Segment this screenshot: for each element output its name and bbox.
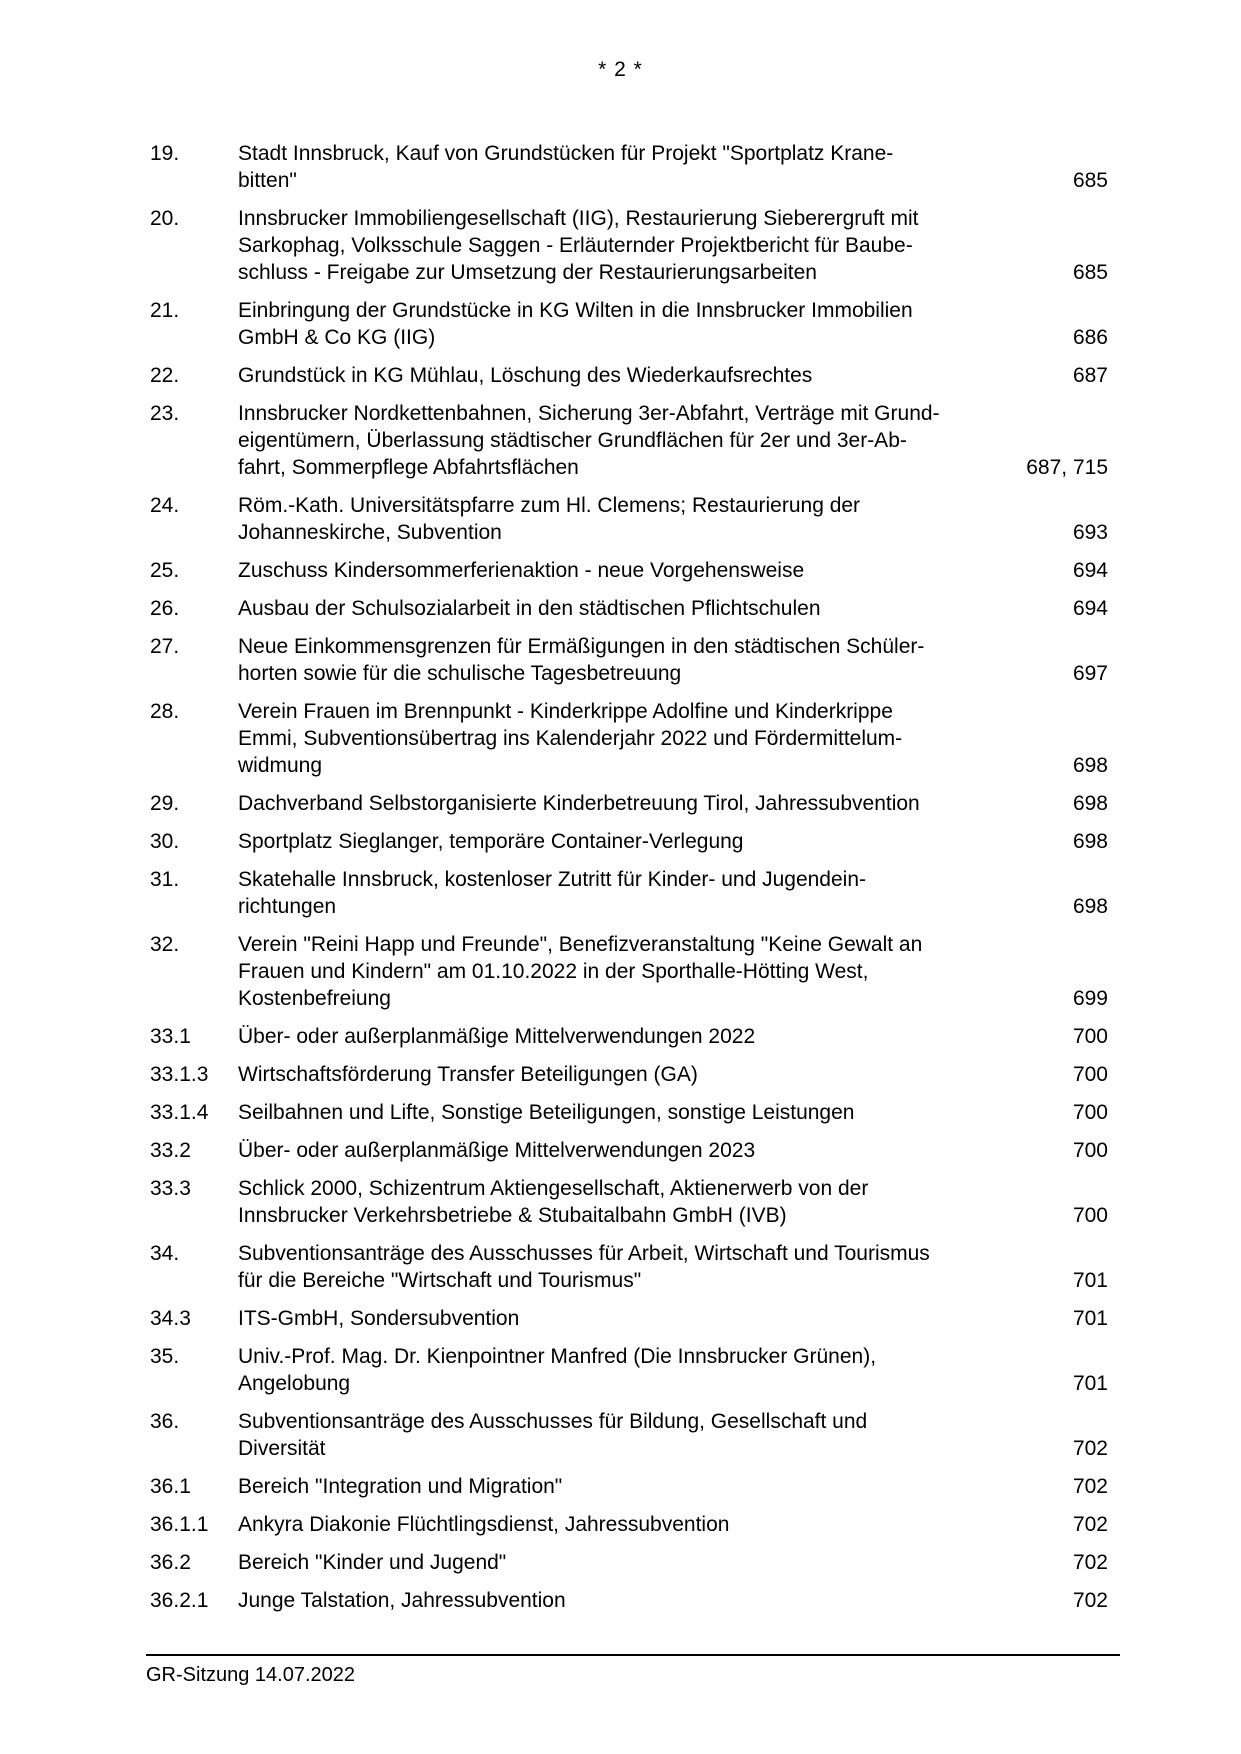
toc-entry-number: 22. [150,364,180,387]
toc-entry-title [238,1175,996,1229]
toc-entry [150,140,1108,194]
toc-entry-title-line: Verein "Reini Happ und Freunde", Benefizveranstaltung "Keine Gewalt an [238,933,923,956]
toc-entry-title-line: Zuschuss Kindersommerferienaktion - neue Vorgehensweise [238,559,805,582]
toc-entry-title-line: Über- oder außerplanmäßige Mittelverwendungen 2023 [238,1139,756,1162]
toc-entry [150,1175,1108,1229]
toc-entry-number: 36.1.1 [150,1513,209,1536]
toc-entry-number: 34. [150,1242,180,1265]
footer-session-label: GR-Sitzung 14.07.2022 [146,1664,356,1686]
toc-entry-page: 701 [1072,1307,1108,1330]
toc-entry-page: 702 [1072,1475,1108,1498]
toc-entry [150,1023,1108,1050]
toc-entry-page: 698 [1072,754,1108,777]
toc-entry-page: 702 [1072,1551,1108,1574]
toc-entry [150,1343,1108,1397]
toc-entry-page: 694 [1072,559,1108,582]
toc-entry [150,595,1108,622]
toc-entry-title-line: Seilbahnen und Lifte, Sonstige Beteiligungen, sonstige Leistungen [238,1101,855,1124]
toc-entry-title-line: Röm.-Kath. Universitätspfarre zum Hl. Clemens; Restaurierung der [238,494,861,517]
toc-entry-title [238,1511,996,1538]
toc-entry-title [238,362,996,389]
toc-entry-number: 30. [150,830,180,853]
toc-entry-page: 687, 715 [1026,456,1108,479]
toc-entry [150,1137,1108,1164]
toc-entry-title [238,1305,996,1332]
toc-entry-title-line: Innsbrucker Verkehrsbetriebe & Stubaitalbahn GmbH (IVB) [238,1204,787,1227]
toc-entry [150,1305,1108,1332]
toc-entry-title-line: Verein Frauen im Brennpunkt - Kinderkrippe Adolfine und Kinderkrippe [238,700,893,723]
toc-entry [150,1408,1108,1462]
toc-entry-title-line: für die Bereiche "Wirtschaft und Tourismus" [238,1269,642,1292]
toc-entry-number: 36.1 [150,1475,191,1498]
toc-entry-title [238,595,996,622]
toc-entry-number: 31. [150,868,180,891]
toc-entry-page: 701 [1072,1269,1108,1292]
toc-entry-title-line: eigentümern, Überlassung städtischer Grundflächen für 2er und 3er-Ab- [238,429,907,452]
toc-entry-title-line: Kostenbefreiung [238,987,391,1010]
toc-entry-number: 36.2 [150,1551,191,1574]
toc-entry [150,633,1108,687]
toc-entry-title [238,557,996,584]
toc-entry-title-line: Ausbau der Schulsozialarbeit in den städtischen Pflichtschulen [238,597,821,620]
toc-entry-title [238,1023,996,1050]
toc-entry-number: 21. [150,299,180,322]
toc-entry-title [238,790,996,817]
toc-entry-title-line: Sarkophag, Volksschule Saggen - Erläuternder Projektbericht für Baube- [238,234,913,257]
toc-entry [150,828,1108,855]
toc-entry-page: 700 [1072,1025,1108,1048]
toc-entry-title-line: Über- oder außerplanmäßige Mittelverwendungen 2022 [238,1025,756,1048]
toc-entry-title-line: richtungen [238,895,337,918]
toc-entry-title-line: Innsbrucker Immobiliengesellschaft (IIG), Restaurierung Sieberergruft mit [238,207,919,230]
toc-entry-title [238,866,996,920]
toc-entry-page: 686 [1072,326,1108,349]
toc-entry-number: 34.3 [150,1307,191,1330]
toc-entry [150,790,1108,817]
toc-entry-number: 29. [150,792,180,815]
toc-entry-title [238,1061,996,1088]
toc-entry-title [238,492,996,546]
toc-entry-title-line: Bereich "Kinder und Jugend" [238,1551,507,1574]
toc-entry-number: 27. [150,635,180,658]
toc-entry-title-line: Schlick 2000, Schizentrum Aktiengesellschaft, Aktienerwerb von der [238,1177,869,1200]
toc-entry [150,1587,1108,1614]
toc-entry-title [238,1408,996,1462]
toc-entry-title [238,1549,996,1576]
toc-entry-number: 28. [150,700,180,723]
toc-entry-title-line: Skatehalle Innsbruck, kostenloser Zutritt für Kinder- und Jugendein- [238,868,867,891]
toc-entry-page: 698 [1072,895,1108,918]
toc-entry-number: 19. [150,142,180,165]
toc-entry-page: 702 [1072,1513,1108,1536]
toc-entry-title [238,400,996,481]
toc-entry [150,557,1108,584]
toc-entry [150,1549,1108,1576]
toc-entry [150,931,1108,1012]
toc-entry-title-line: Diversität [238,1437,326,1460]
toc-entry-number: 33.1 [150,1025,191,1048]
toc-entry-page: 698 [1072,792,1108,815]
toc-entry-title [238,1137,996,1164]
toc-entry-number: 36. [150,1410,180,1433]
toc-entry-title [238,698,996,779]
toc-entry-title [238,1587,996,1614]
toc-entry-title-line: Subventionsanträge des Ausschusses für Arbeit, Wirtschaft und Tourismus [238,1242,930,1265]
toc-entry-title [238,931,996,1012]
toc-entry-title-line: schluss - Freigabe zur Umsetzung der Restaurierungsarbeiten [238,261,817,284]
toc-entry-title-line: Dachverband Selbstorganisierte Kinderbetreuung Tirol, Jahressubvention [238,792,920,815]
toc-entry-number: 24. [150,494,180,517]
toc-entry-title-line: fahrt, Sommerpflege Abfahrtsflächen [238,456,579,479]
toc-entry-page: 687 [1072,364,1108,387]
toc-entry-page: 685 [1072,261,1108,284]
toc-entry-number: 35. [150,1345,180,1368]
toc-entry-page: 699 [1072,987,1108,1010]
toc-entry-title-line: horten sowie für die schulische Tagesbetreuung [238,662,682,685]
toc-entry-title-line: Junge Talstation, Jahressubvention [238,1589,566,1612]
toc-entry [150,1240,1108,1294]
toc-entry-page: 693 [1072,521,1108,544]
toc-entry-title [238,297,996,351]
toc-entry-title-line: Sportplatz Sieglanger, temporäre Container-Verlegung [238,830,744,853]
toc-entry-title-line: GmbH & Co KG (IIG) [238,326,436,349]
toc-entry-title-line: Bereich "Integration und Migration" [238,1475,563,1498]
toc-entry [150,1099,1108,1126]
toc-entry-title-line: Subventionsanträge des Ausschusses für Bildung, Gesellschaft und [238,1410,868,1433]
toc-entry-title [238,1240,996,1294]
toc-entry-title [238,633,996,687]
toc-entry-number: 33.1.3 [150,1063,209,1086]
toc-entry-page: 700 [1072,1063,1108,1086]
toc-list [150,140,1108,1625]
toc-entry-number: 33.1.4 [150,1101,209,1124]
toc-entry-number: 26. [150,597,180,620]
toc-entry [150,362,1108,389]
toc-entry-title-line: Frauen und Kindern" am 01.10.2022 in der Sporthalle-Hötting West, [238,960,869,983]
toc-entry-number: 33.2 [150,1139,191,1162]
toc-entry-title [238,1099,996,1126]
toc-entry-number: 25. [150,559,180,582]
toc-entry-title-line: Einbringung der Grundstücke in KG Wilten in die Innsbrucker Immobilien [238,299,913,322]
toc-entry-title [238,1473,996,1500]
toc-entry-title-line: Ankyra Diakonie Flüchtlingsdienst, Jahressubvention [238,1513,730,1536]
toc-entry [150,1061,1108,1088]
toc-entry [150,205,1108,286]
toc-entry [150,492,1108,546]
toc-entry [150,866,1108,920]
toc-entry-title-line: Stadt Innsbruck, Kauf von Grundstücken für Projekt "Sportplatz Krane- [238,142,894,165]
toc-entry-title-line: Innsbrucker Nordkettenbahnen, Sicherung 3er-Abfahrt, Verträge mit Grund- [238,402,940,425]
toc-entry-number: 36.2.1 [150,1589,209,1612]
toc-entry [150,297,1108,351]
toc-entry [150,1511,1108,1538]
toc-entry-page: 701 [1072,1372,1108,1395]
toc-entry-title-line: ITS-GmbH, Sondersubvention [238,1307,520,1330]
toc-entry-title-line: widmung [238,754,323,777]
toc-entry-page: 694 [1072,597,1108,620]
toc-entry-title-line: Emmi, Subventionsübertrag ins Kalenderjahr 2022 und Fördermittelum- [238,727,903,750]
toc-entry-title [238,140,996,194]
toc-entry-title-line: Wirtschaftsförderung Transfer Beteiligungen (GA) [238,1063,698,1086]
toc-entry-title-line: Univ.-Prof. Mag. Dr. Kienpointner Manfred (Die Innsbrucker Grünen), [238,1345,877,1368]
toc-entry-title-line: Neue Einkommensgrenzen für Ermäßigungen in den städtischen Schüler- [238,635,925,658]
page-number-marker: * 2 * [598,58,643,81]
toc-entry-number: 20. [150,207,180,230]
toc-entry [150,400,1108,481]
toc-entry-title-line: Johanneskirche, Subvention [238,521,502,544]
toc-entry-page: 700 [1072,1204,1108,1227]
page-footer [146,1654,1120,1687]
toc-entry-title [238,828,996,855]
toc-entry-title [238,205,996,286]
toc-entry-number: 32. [150,933,180,956]
toc-entry-page: 702 [1072,1437,1108,1460]
toc-entry-title-line: bitten" [238,169,297,192]
toc-entry-page: 702 [1072,1589,1108,1612]
toc-entry-number: 23. [150,402,180,425]
toc-entry-page: 697 [1072,662,1108,685]
toc-entry-title [238,1343,996,1397]
toc-entry-page: 698 [1072,830,1108,853]
toc-entry-number: 33.3 [150,1177,191,1200]
toc-entry-page: 700 [1072,1101,1108,1124]
toc-entry-title-line: Grundstück in KG Mühlau, Löschung des Wiederkaufsrechtes [238,364,813,387]
toc-entry [150,698,1108,779]
toc-entry-page: 700 [1072,1139,1108,1162]
toc-entry [150,1473,1108,1500]
toc-entry-title-line: Angelobung [238,1372,351,1395]
toc-entry-page: 685 [1072,169,1108,192]
